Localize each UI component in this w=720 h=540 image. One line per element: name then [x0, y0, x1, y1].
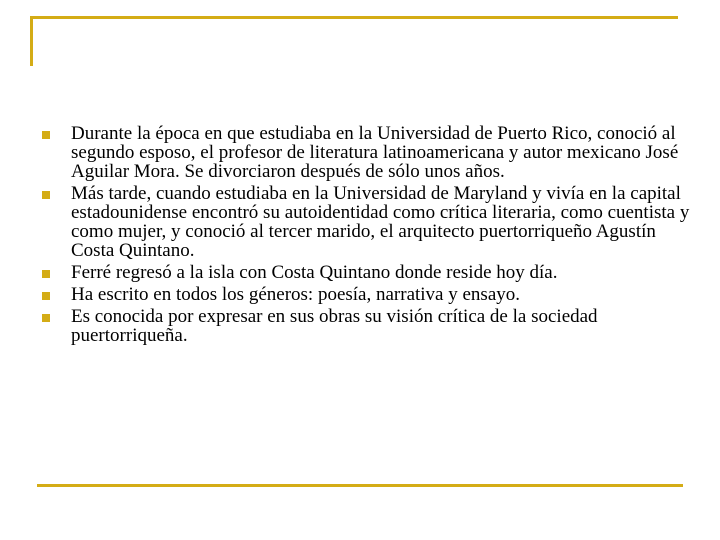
- left-rule: [30, 16, 33, 66]
- bottom-rule: [37, 484, 683, 487]
- square-bullet-icon: [42, 314, 50, 322]
- square-bullet-icon: [42, 191, 50, 199]
- bullet-item: [40, 124, 690, 181]
- bullet-text: Durante la época en que estudiaba en la Universidad de Puerto Rico, conoció al segundo esposo, el profesor de literatura latinoamericana y autor mexicano José Aguilar Mora. Se divorciaron después de sólo unos años.: [71, 123, 679, 182]
- bullet-item: [40, 263, 690, 282]
- bullet-text: Es conocida por expresar en sus obras su visión crítica de la sociedad puertorriqueña.: [71, 306, 598, 346]
- bullet-item: [40, 307, 690, 345]
- bullet-text: Ha escrito en todos los géneros: poesía, narrativa y ensayo.: [71, 284, 521, 305]
- bullet-list: [40, 124, 690, 348]
- bullet-text: Más tarde, cuando estudiaba en la Universidad de Maryland y vivía en la capital estadounidense encontró su autoidentidad como crítica literaria, como cuentista y como mujer, y conoció al tercer marido, el arquitecto puertorriqueño Agustín Costa Quintano.: [71, 183, 690, 261]
- bullet-item: [40, 285, 690, 304]
- square-bullet-icon: [42, 131, 50, 139]
- square-bullet-icon: [42, 270, 50, 278]
- bullet-item: [40, 184, 690, 260]
- bullet-text: Ferré regresó a la isla con Costa Quintano donde reside hoy día.: [71, 262, 558, 283]
- top-rule: [30, 16, 678, 19]
- square-bullet-icon: [42, 292, 50, 300]
